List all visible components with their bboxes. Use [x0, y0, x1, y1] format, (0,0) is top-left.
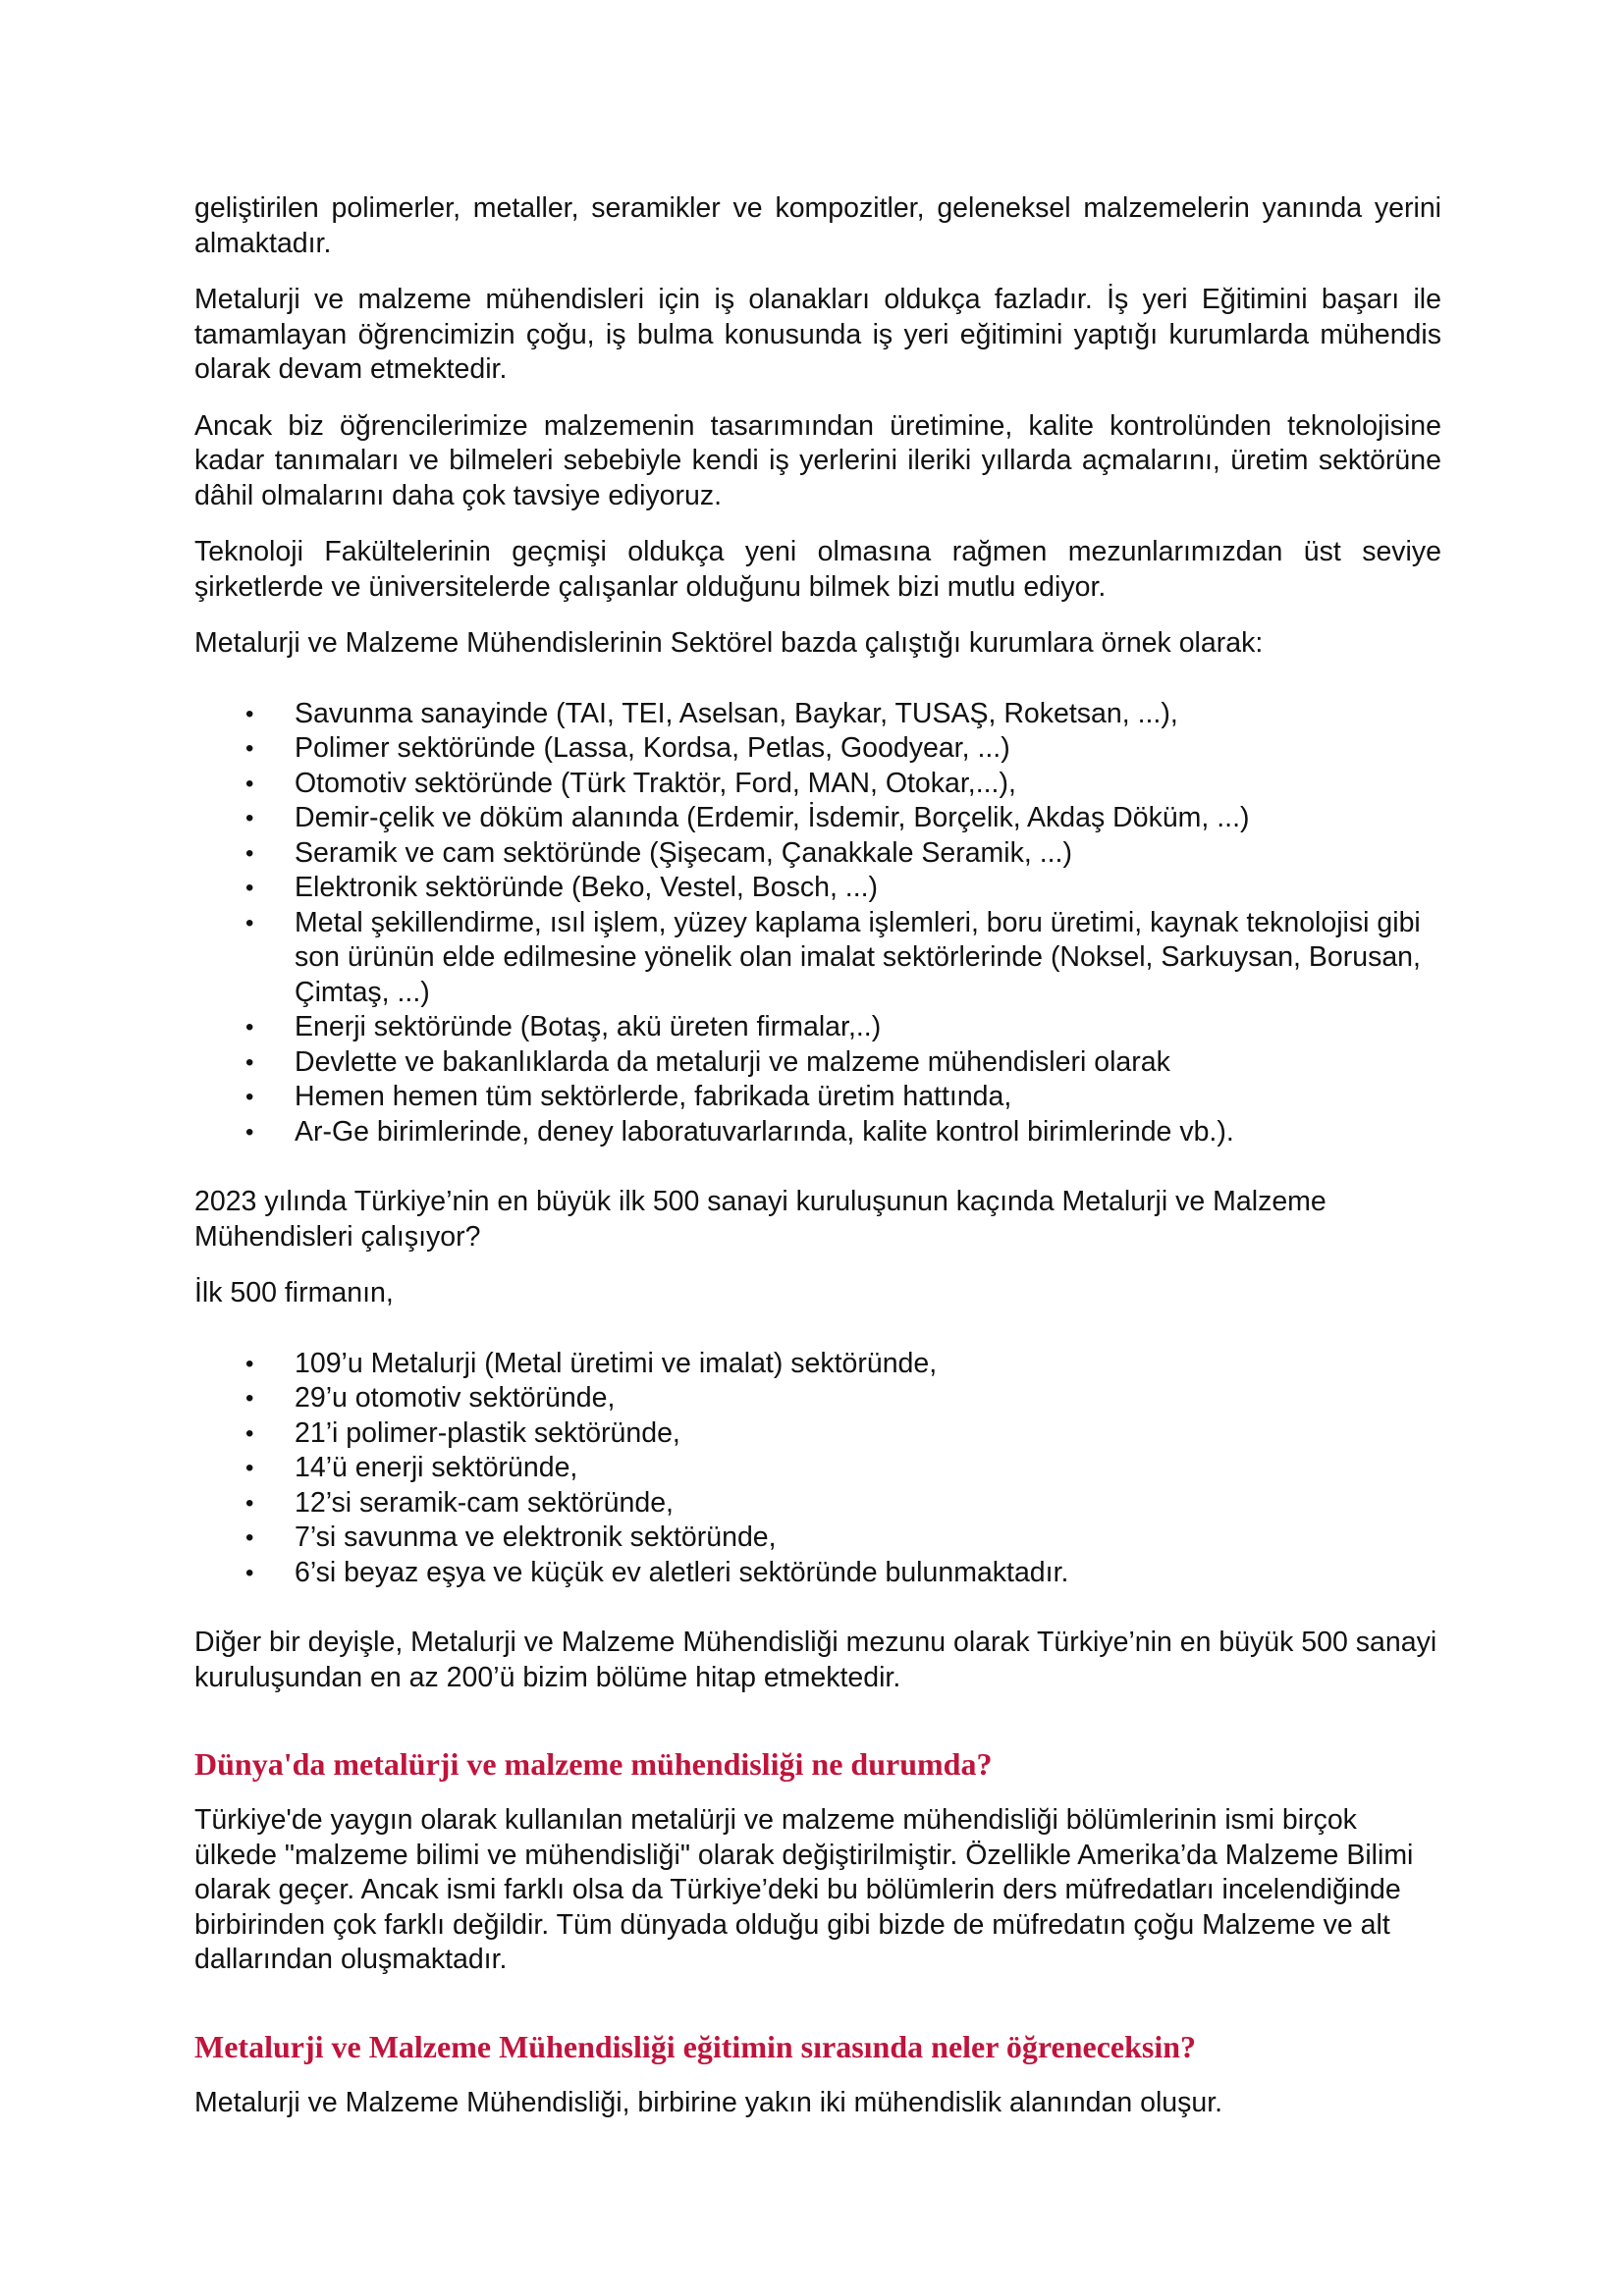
list-item: • 14’ü enerji sektöründe, [194, 1451, 1441, 1486]
bullet-icon: • [245, 1559, 254, 1586]
list-item: • Ar-Ge birimlerinde, deney laboratuvarlarında, kalite kontrol birimlerinde vb.). [194, 1115, 1441, 1150]
list-item: • 12’si seramik-cam sektöründe, [194, 1486, 1441, 1522]
heading-education: Metalurji ve Malzeme Mühendisliği eğitimin sırasında neler öğreneceksin? [194, 2028, 1197, 2064]
first-500-list [194, 1347, 1441, 1591]
paragraph-question-2023: 2023 yılında Türkiye’nin en büyük ilk 500 sanayi kuruluşunun kaçında Metalurji ve Malzeme Mühendisleri çalışıyor? [194, 1186, 1326, 1253]
list-item: • Otomotiv sektöründe (Türk Traktör, Ford, MAN, Otokar,...), [194, 767, 1441, 802]
document-page [194, 191, 1441, 2142]
bullet-icon: • [245, 875, 254, 901]
list-item: • Hemen hemen tüm sektörlerde, fabrikada üretim hattında, [194, 1080, 1441, 1115]
bullet-icon: • [245, 700, 254, 727]
list-item: • Elektronik sektöründe (Beko, Vestel, Bosch, ...) [194, 871, 1441, 906]
bullet-icon: • [245, 1118, 254, 1146]
paragraph-advice: Ancak biz öğrencilerimize malzemenin tasarımından üretimine, kalite kontrolünden teknolojisine kadar tanımaları ve bilmeleri sebebiyle kendi iş yerlerini ileriki yıllarda açmalarını, üretim sektörüne dâhil olmalarını daha çok tavsiye ediyoruz. [194, 409, 1441, 511]
list-item: • Seramik ve cam sektöründe (Şişecam, Çanakkale Seramik, ...) [194, 836, 1441, 872]
bullet-icon: • [245, 805, 254, 831]
list-item: • 21’i polimer-plastik sektöründe, [194, 1416, 1441, 1452]
bullet-icon: • [245, 735, 254, 762]
bullet-icon: • [245, 1524, 254, 1551]
list-item: • Enerji sektöründe (Botaş, akü üreten firmalar,..) [194, 1010, 1441, 1045]
list-item: • Polimer sektöründe (Lassa, Kordsa, Petlas, Goodyear, ...) [194, 731, 1441, 767]
paragraph-first-500-intro: İlk 500 firmanın, [194, 1277, 394, 1308]
list-item: • 6’si beyaz eşya ve küçük ev aletleri sektöründe bulunmaktadır. [194, 1556, 1441, 1591]
bullet-icon: • [245, 1385, 254, 1412]
list-item: • 109’u Metalurji (Metal üretimi ve imalat) sektöründe, [194, 1347, 1441, 1382]
bullet-icon: • [245, 909, 254, 936]
bullet-icon: • [245, 1419, 254, 1447]
list-item: • 29’u otomotiv sektöründe, [194, 1381, 1441, 1416]
paragraph-intro-continuation: geliştirilen polimerler, metaller, seramikler ve kompozitler, geleneksel malzemelerin yanında yerini almaktadır. [194, 192, 1441, 259]
bullet-icon: • [245, 1084, 254, 1110]
list-item: • Savunma sanayinde (TAI, TEI, Aselsan, Baykar, TUSAŞ, Roketsan, ...), [194, 697, 1441, 732]
paragraph-job-opportunities: Metalurji ve malzeme mühendisleri için iş olanakları oldukça fazladır. İş yeri Eğitimini başarı ile tamamlayan öğrencimizin çoğu, iş bulma konusunda iş yeri eğitimini yaptığı kurumlarda mühendis olarak devam etmektedir. [194, 284, 1441, 385]
sector-list [194, 697, 1441, 1150]
paragraph-education: Metalurji ve Malzeme Mühendisliği, birbirine yakın iki mühendislik alanından oluşur. [194, 2086, 1223, 2118]
list-item: • Demir-çelik ve döküm alanında (Erdemir, İsdemir, Borçelik, Akdaş Döküm, ...) [194, 801, 1441, 836]
paragraph-graduates: Teknoloji Fakültelerinin geçmişi oldukça yeni olmasına rağmen mezunlarımızdan üst seviye şirketlerde ve üniversitelerde çalışanlar olduğunu bilmek bizi mutlu ediyor. [194, 536, 1441, 603]
list-item: • Devlette ve bakanlıklarda da metalurji ve malzeme mühendisleri olarak [194, 1045, 1441, 1081]
bullet-icon: • [245, 770, 254, 797]
paragraph-world: Türkiye'de yaygın olarak kullanılan metalürji ve malzeme mühendisliği bölümlerinin ismi birçok ülkede "malzeme bilimi ve mühendisliği" olarak değiştirilmiştir. Özellikle Amerika’da Malzeme Bilimi olarak geçer. Ancak ismi farklı olsa da Türkiye’deki bu bölümlerin ders müfredatları incelendiğinde birbirinden çok farklı değildir. Tüm dünyada olduğu gibi bizde de müfredatın çoğu Malzeme ve alt dallarından oluşmaktadır. [194, 1804, 1414, 1975]
paragraph-sector-intro: Metalurji ve Malzeme Mühendislerinin Sektörel bazda çalıştığı kurumlara örnek olarak: [194, 627, 1264, 659]
heading-world: Dünya'da metalürji ve malzeme mühendisliği ne durumda? [194, 1746, 993, 1782]
bullet-icon: • [245, 1048, 254, 1076]
bullet-icon: • [245, 839, 254, 867]
bullet-icon: • [245, 1455, 254, 1481]
list-item: • Metal şekillendirme, ısıl işlem, yüzey kaplama işlemleri, boru üretimi, kaynak teknolojisi gibi son ürünün elde edilmesine yönelik olan imalat sektörlerinde (Noksel, Sarkuysan, Borusan, Çimtaş, ...) [245, 906, 1421, 1008]
bullet-icon: • [245, 1350, 254, 1377]
list-item: • 7’si savunma ve elektronik sektöründe, [194, 1521, 1441, 1556]
bullet-icon: • [245, 1489, 254, 1517]
bullet-icon: • [245, 1014, 254, 1041]
paragraph-summary: Diğer bir deyişle, Metalurji ve Malzeme Mühendisliği mezunu olarak Türkiye’nin en büyük 500 sanayi kuruluşundan en az 200’ü bizim bölüme hitap etmektedir. [194, 1627, 1437, 1693]
